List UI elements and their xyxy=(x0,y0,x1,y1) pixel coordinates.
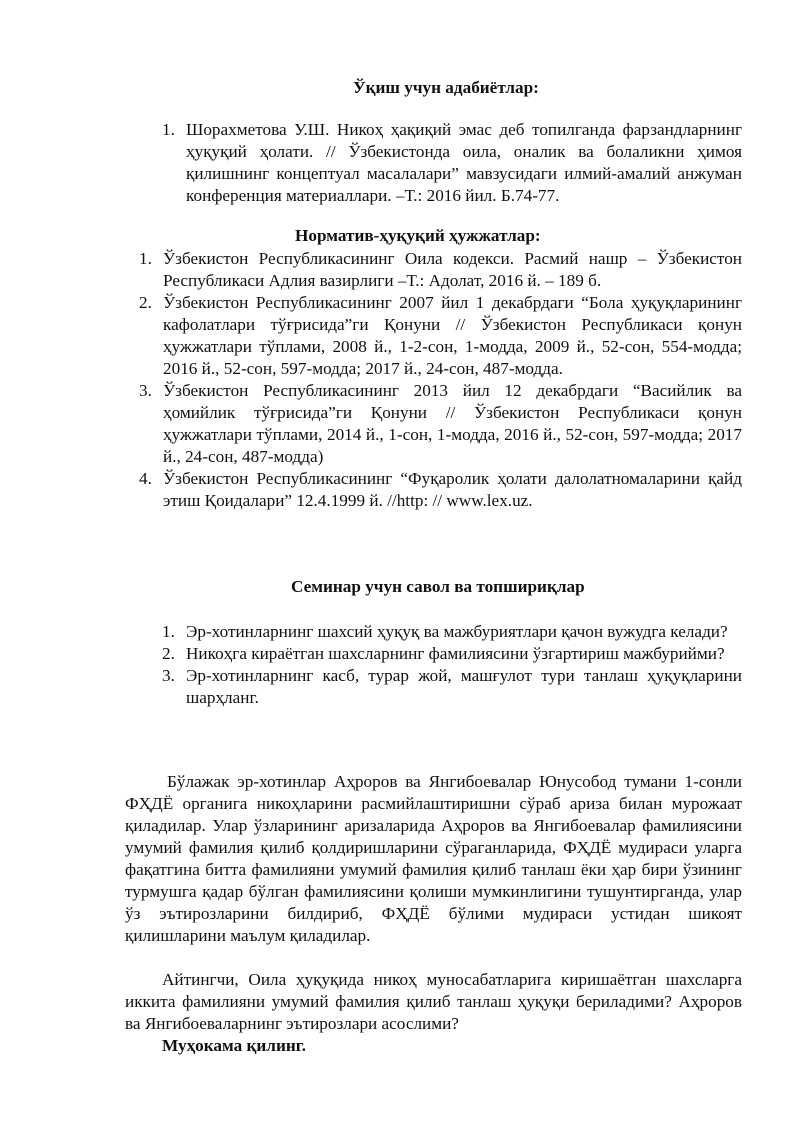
reading-list xyxy=(162,119,742,207)
case-question-paragraph: Айтингчи, Оила ҳуқуқида никоҳ муносабатларига киришаётган шахсларга иккита фамилияни умумий фамилия қилиб танлаш ҳуқуқи бериладими? Аҳроров ва Янгибоеваларнинг эътирозлари асослими? xyxy=(125,970,742,1033)
list-item-number: 1. xyxy=(162,622,175,641)
list-item-number: 1. xyxy=(139,249,152,268)
list-item-number: 1. xyxy=(162,120,175,139)
normative-list xyxy=(139,248,742,512)
list-item-text: Никоҳга кираётган шахсларнинг фамилиясини ўзгартириш мажбурийми? xyxy=(186,644,725,663)
list-item-text: Ўзбекистон Республикасининг 2013 йил 12 декабрдаги “Васийлик ва ҳомийлик тўғрисида”ги Қонуни // Ўзбекистон Республикаси қонун ҳужжатлари тўплами, 2014 й., 1-сон, 1-модда, 2016 й., 52-сон, 597-модда; 2017 й., 24-сон, 487-модда) xyxy=(163,381,742,466)
list-item-text: Эр-хотинларнинг шахсий ҳуқуқ ва мажбуриятлари қачон вужудга келади? xyxy=(186,622,728,641)
case-paragraph: Бўлажак эр-хотинлар Аҳроров ва Янгибоевалар Юнусобод тумани 1-сонли ФҲДЁ органига никоҳларини расмийлаштиришни сўраб ариза билан мурожаат қиладилар. Улар ўзларининг аризаларида Аҳроров ва Янгибоевалар фамилиясини умумий фамилия қилиб қолдиришларини сўраганларида, ФҲДЁ мудираси уларга фақатгина битта фамилияни умумий фамилия қилиб танлаш ёки ҳар бири ўзининг турмушга қадар бўлган фамилиясини қолиши мумкинлигини тушунтирганда, улар ўз эътирозларини билдириб, ФҲДЁ бўлими мудираси устидан шикоят қилишларини маълум қиладилар. xyxy=(125,772,742,945)
heading-seminar-questions: Семинар учун савол ва топшириқлар xyxy=(291,577,585,596)
list-item xyxy=(162,119,742,207)
list-item-number: 2. xyxy=(139,293,152,312)
list-item-number: 2. xyxy=(162,644,175,663)
heading-reading-literature: Ўқиш учун адабиётлар: xyxy=(353,78,539,97)
list-item-text: Эр-хотинларнинг касб, турар жой, машғулот тури танлаш ҳуқуқларини шарҳланг. xyxy=(186,666,742,707)
list-item xyxy=(162,665,742,709)
list-item-text: Ўзбекистон Республикасининг 2007 йил 1 декабрдаги “Бола ҳуқуқларининг кафолатлари тўғрисида”ги Қонуни // Ўзбекистон Республикаси қонун ҳужжатлари тўплами, 2008 й., 1-2-сон, 1-модда, 2009 й., 52-сон, 554-модда; 2016 й., 52-сон, 597-модда; 2017 й., 24-сон, 487-модда. xyxy=(163,293,742,378)
discuss-instruction: Муҳокама қилинг. xyxy=(162,1036,306,1055)
list-item xyxy=(139,248,742,292)
list-item xyxy=(139,380,742,468)
heading-normative-documents: Норматив-ҳуқуқий ҳужжатлар: xyxy=(295,226,541,245)
list-item xyxy=(139,468,742,512)
list-item xyxy=(162,643,742,665)
list-item-number: 3. xyxy=(162,666,175,685)
list-item-text: Шорахметова У.Ш. Никоҳ ҳақиқий эмас деб топилганда фарзандларнинг ҳуқуқий ҳолати. // Ўзбекистонда оила, оналик ва болаликни ҳимоя қилишнинг концептуал масалалари” мавзусидаги илмий-амалий анжуман конференция материаллари. –Т.: 2016 йил. Б.74-77. xyxy=(186,120,742,205)
list-item-text: Ўзбекистон Республикасининг “Фуқаролик ҳолати далолатномаларини қайд этиш Қоидалари” 12.4.1999 й. //http: // www.lex.uz. xyxy=(163,469,742,510)
list-item xyxy=(139,292,742,380)
list-item-text: Ўзбекистон Республикасининг Оила кодекси. Расмий нашр – Ўзбекистон Республикаси Адлия вазирлиги –Т.: Адолат, 2016 й. – 189 б. xyxy=(163,249,742,290)
list-item-number: 3. xyxy=(139,381,152,400)
list-item xyxy=(162,621,742,643)
seminar-list xyxy=(162,621,742,709)
list-item-number: 4. xyxy=(139,469,152,488)
